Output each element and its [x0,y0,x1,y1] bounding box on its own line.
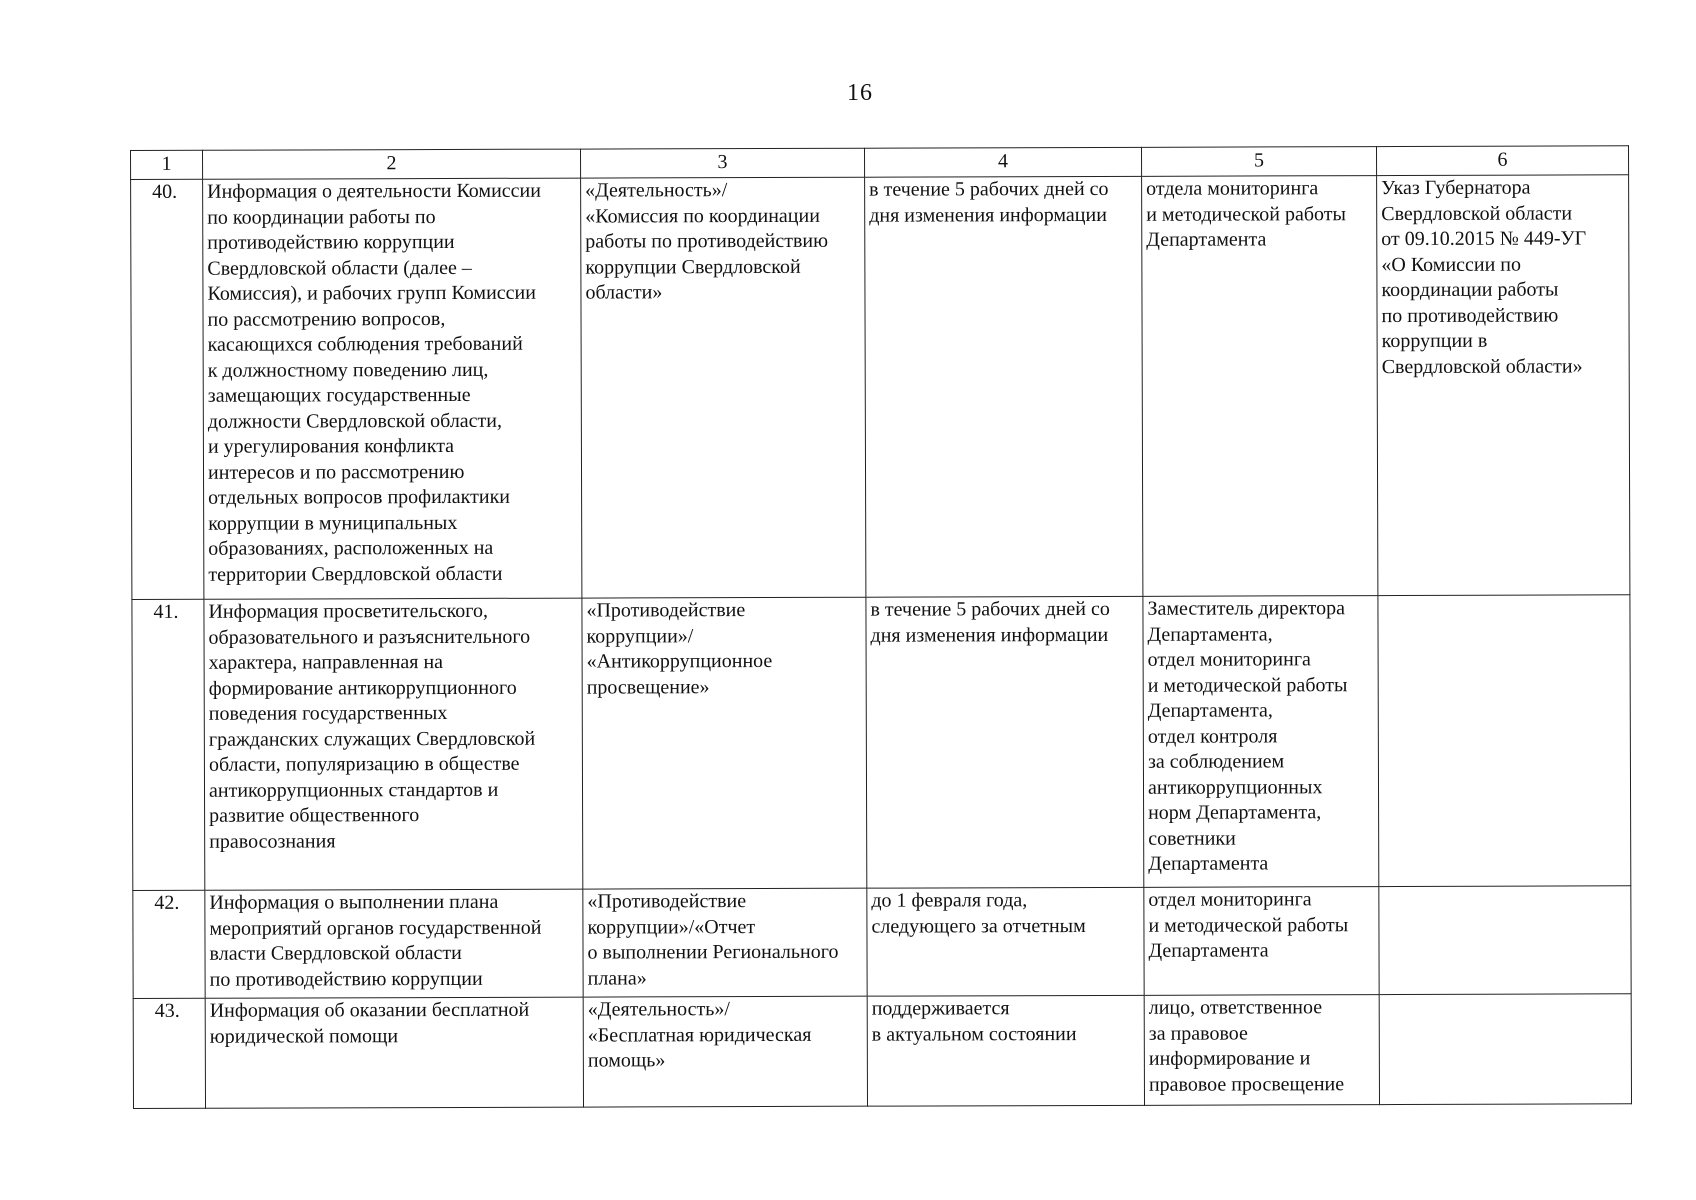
cell-line: Свердловской области» [1381,354,1583,378]
cell-line: отдел мониторинга [1148,888,1312,911]
basis-cell [1377,175,1630,596]
cell-line: за правовое [1148,1021,1248,1045]
header-cell-5: 5 [1141,147,1376,177]
cell-line: за соблюдением [1147,750,1285,773]
cell-line: в течение 5 рабочих дней со [870,597,1110,621]
cell-line: образованиях, расположенных на [208,536,494,560]
cell-line: в течение 5 рабочих дней со [869,177,1109,201]
cell-line: просвещение» [586,675,710,699]
section-cell [583,888,867,997]
basis-cell [1379,886,1631,995]
cell-line: «Противодействие [587,890,747,913]
header-cell-4: 4 [864,147,1141,177]
cell-line: власти Свердловской области [209,941,462,965]
cell-line: отдельных вопросов профилактики [208,485,511,509]
cell-line: до 1 февраля года, [871,889,1028,912]
cell-line: образовательного и разъяснительного [208,625,531,649]
row-number-cell: 41. [132,599,205,890]
header-cell-1: 1 [131,150,203,179]
row-number-cell: 42. [133,890,205,998]
cell-line: Свердловской области (далее – [207,256,472,280]
responsible-cell [1143,596,1379,888]
cell-line: правосознания [209,829,336,853]
cell-line: юридической помощи [209,1024,399,1048]
cell-line: плана» [587,966,647,990]
cell-line: антикоррупционных стандартов и [208,778,499,802]
cell-line: правовое просвещение [1148,1072,1345,1096]
basis-cell [1379,994,1631,1105]
cell-line: «Комиссия по координации [585,204,820,228]
cell-line: дня изменения информации [870,623,1109,647]
cell-line: дня изменения информации [869,203,1107,227]
header-cell-6: 6 [1376,146,1628,176]
cell-line: «Бесплатная юридическая [587,1023,812,1047]
cell-line: координации работы [1381,278,1559,302]
cell-line: характера, направленная на [208,651,444,674]
cell-line: Информация просветительского, [208,599,489,623]
cell-line: отдел контроля [1147,724,1278,748]
period-cell [866,596,1144,888]
header-cell-3: 3 [580,148,864,178]
responsible-cell [1144,995,1379,1106]
cell-line: «Противодействие [586,599,746,622]
cell-line: коррупции»/ [586,624,694,648]
cell-line: поддерживается [871,997,1010,1020]
cell-line: следующего за отчетным [871,914,1086,938]
cell-line: работы по противодействию [585,229,829,253]
cell-line: «О Комиссии по [1381,253,1522,276]
cell-line: и урегулирования конфликта [207,434,455,458]
cell-line: и методической работы [1146,202,1346,226]
period-cell [867,887,1144,996]
cell-line: мероприятий органов государственной [209,916,542,940]
cell-line: по противодействию коррупции [209,967,483,991]
cell-line: «Антикоррупционное [586,649,773,673]
responsible-cell [1144,887,1379,996]
cell-line: отдел мониторинга [1147,648,1311,671]
cell-line: отдела мониторинга [1146,177,1319,200]
cell-line: норм Департамента, [1148,801,1322,824]
cell-line: антикоррупционных [1147,775,1323,799]
info-cell [205,889,583,998]
responsible-cell [1142,176,1378,597]
cell-line: противодействию коррупции [207,230,455,254]
cell-line: Департамента [1148,939,1269,962]
cell-line: Заместитель директора [1147,597,1346,620]
table-row [133,886,1631,999]
cell-line: развитие общественного [209,804,420,827]
section-cell [581,177,866,598]
cell-line: замещающих государственные [207,383,471,407]
cell-line: Департамента, [1147,622,1273,646]
cell-line: в актуальном состоянии [871,1022,1077,1046]
cell-line: Департамента, [1147,699,1273,722]
row-number-cell: 40. [131,179,204,599]
header-row [131,146,1629,180]
table-row [131,175,1630,600]
cell-line: гражданских служащих Свердловской [208,727,536,751]
cell-line: области» [585,281,663,304]
cell-line: Департамента [1148,852,1269,875]
cell-line: Информация о выполнении плана [209,890,499,914]
cell-line: от 09.10.2015 № 449-УГ [1381,227,1587,251]
info-cell [203,178,582,599]
info-cell [204,598,583,890]
cell-line: коррупции в [1381,329,1488,353]
document-table [130,145,1632,1109]
cell-line: лицо, ответственное [1148,996,1323,1019]
cell-line: Комиссия), и рабочих групп Комиссии [207,281,536,305]
row-number-cell: 43. [133,998,205,1108]
cell-line: «Деятельность»/ [587,998,730,1021]
cell-line: территории Свердловской области [208,562,503,586]
page-number: 16 [847,80,873,106]
cell-line: формирование антикоррупционного [208,676,517,700]
table-row [132,595,1631,891]
cell-line: Информация об оказании бесплатной [209,998,530,1022]
cell-line: «Деятельность»/ [585,179,728,202]
cell-line: коррупции Свердловской [585,255,801,279]
period-cell [867,995,1144,1106]
cell-line: области, популяризацию в обществе [208,752,520,776]
cell-line: о выполнении Регионального [587,940,839,964]
section-cell [582,597,867,889]
cell-line: поведения государственных [208,702,448,725]
cell-line: Указ Губернатора [1381,176,1531,200]
basis-cell [1378,595,1631,887]
cell-line: Информация о деятельности Комиссии [207,179,541,203]
cell-line: по рассмотрению вопросов, [207,307,446,331]
cell-line: информирование и [1148,1047,1311,1070]
cell-line: по противодействию [1381,304,1559,327]
table-row [133,994,1631,1109]
cell-line: коррупции в муниципальных [208,511,458,535]
cell-line: помощь» [587,1049,666,1072]
cell-line: коррупции»/«Отчет [587,915,756,939]
cell-line: и методической работы [1147,673,1348,697]
cell-line: интересов и по рассмотрению [207,460,465,484]
cell-line: советники [1148,827,1236,850]
cell-line: касающихся соблюдения требований [207,332,523,356]
cell-line: и методической работы [1148,913,1349,937]
cell-line: по координации работы по [207,205,436,229]
table-body [131,175,1632,1109]
cell-line: к должностному поведению лиц, [207,358,489,382]
period-cell [865,176,1143,597]
cell-line: должности Свердловской области, [207,409,503,433]
cell-line: Департамента [1146,228,1267,251]
info-cell [205,997,583,1108]
header-cell-2: 2 [203,149,581,179]
section-cell [583,996,867,1107]
cell-line: Свердловской области [1381,201,1573,225]
